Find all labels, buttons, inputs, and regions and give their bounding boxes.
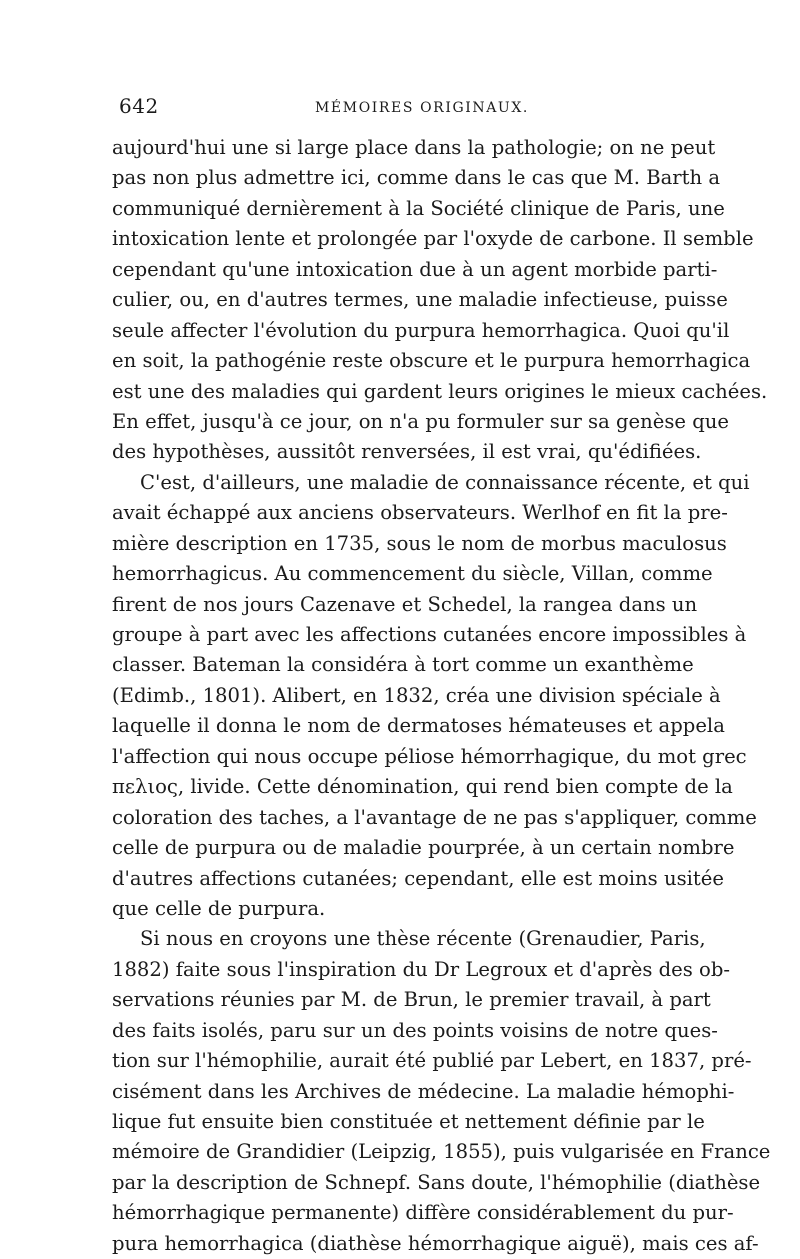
text-line: (Edimb., 1801). Alibert, en 1832, créa une division spéciale à: [112, 683, 721, 707]
text-line: πελιος, livide. Cette dénomination, qui rend bien compte de la: [112, 775, 733, 799]
text-line: En effet, jusqu'à ce jour, on n'a pu formuler sur sa genèse que: [112, 409, 730, 433]
running-head: MÉMOIRES ORIGINAUX.: [315, 100, 529, 116]
text-line: C'est, d'ailleurs, une maladie de connaissance récente, et qui: [140, 470, 750, 494]
text-line: intoxication lente et prolongée par l'oxyde de carbone. Il semble: [112, 227, 754, 251]
text-line: Si nous en croyons une thèse récente (Grenaudier, Paris,: [140, 927, 706, 951]
text-line: des faits isolés, paru sur un des points voisins de notre ques-: [112, 1018, 718, 1042]
text-line: laquelle il donna le nom de dermatoses hématеuses et appela: [112, 714, 725, 738]
body-text: [112, 133, 771, 1259]
text-line: des hypothèses, aussitôt renversées, il est vrai, qu'édifiées.: [112, 440, 702, 464]
text-line: coloration des taches, a l'avantage de ne pas s'appliquer, comme: [112, 805, 757, 829]
text-line: avait échappé aux anciens observateurs. Werlhof en fit la pre-: [112, 501, 728, 525]
text-line: d'autres affections cutanées; cependant, elle est moins usitée: [112, 866, 724, 890]
text-line: mière description en 1735, sous le nom de morbus maculosus: [112, 531, 727, 555]
text-line: que celle de purpura.: [112, 896, 326, 920]
text-line: classer. Bateman la considéra à tort comme un exanthème: [112, 653, 694, 677]
text-line: hemorrhagicus. Au commencement du siècle, Villan, comme: [112, 562, 713, 586]
text-line: seule affecter l'évolution du purpura hemorrhagica. Quoi qu'il: [112, 318, 730, 342]
text-line: communiqué dernièrement à la Société clinique de Paris, une: [112, 196, 725, 220]
text-line: l'affection qui nous occupe péliose hémorrhagique, du mot grec: [112, 744, 747, 768]
text-line: mémoire de Grandidier (Leipzig, 1855), puis vulgarisée en France: [112, 1140, 771, 1164]
text-line: cependant qu'une intoxication due à un agent morbide parti-: [112, 257, 718, 281]
text-line: hémorrhagique permanente) diffère considérablement du pur-: [112, 1201, 734, 1225]
text-line: par la description de Schnepf. Sans doute, l'hémophilie (diathèse: [112, 1170, 761, 1194]
page-number: 642: [119, 94, 159, 118]
page-header: [119, 94, 694, 124]
text-line: firent de nos jours Cazenave et Schedel, la rangea dans un: [112, 592, 698, 616]
text-line: servations réunies par M. de Brun, le premier travail, à part: [112, 988, 711, 1012]
text-line: en soit, la pathogénie reste obscure et le purpura hemorrhagica: [112, 349, 751, 373]
text-line: lique fut ensuite bien constituée et nettement définie par le: [112, 1110, 705, 1133]
text-line: cisément dans les Archives de médecine. La maladie hémophi-: [112, 1079, 735, 1103]
text-line: tion sur l'hémophilie, aurait été publié par Lebert, en 1837, pré-: [112, 1049, 752, 1073]
text-line: culier, ou, en d'autres termes, une maladie infectieuse, puisse: [112, 288, 728, 312]
text-line: celle de purpura ou de maladie pourprée, à un certain nombre: [112, 836, 735, 860]
text-line: aujourd'hui une si large place dans la pathologie; on ne peut: [112, 136, 716, 159]
text-line: pura hemorrhagica (diathèse hémorrhagique aiguë), mais ces af-: [112, 1231, 759, 1255]
text-line: est une des maladies qui gardent leurs origines le mieux cachées.: [112, 379, 768, 403]
text-line: groupe à part avec les affections cutanées encore impossibles à: [112, 623, 747, 646]
text-line: pas non plus admettre ici, comme dans le cas que M. Barth a: [112, 166, 721, 190]
text-line: 1882) faite sous l'inspiration du Dr Legroux et d'après des ob-: [112, 957, 731, 981]
